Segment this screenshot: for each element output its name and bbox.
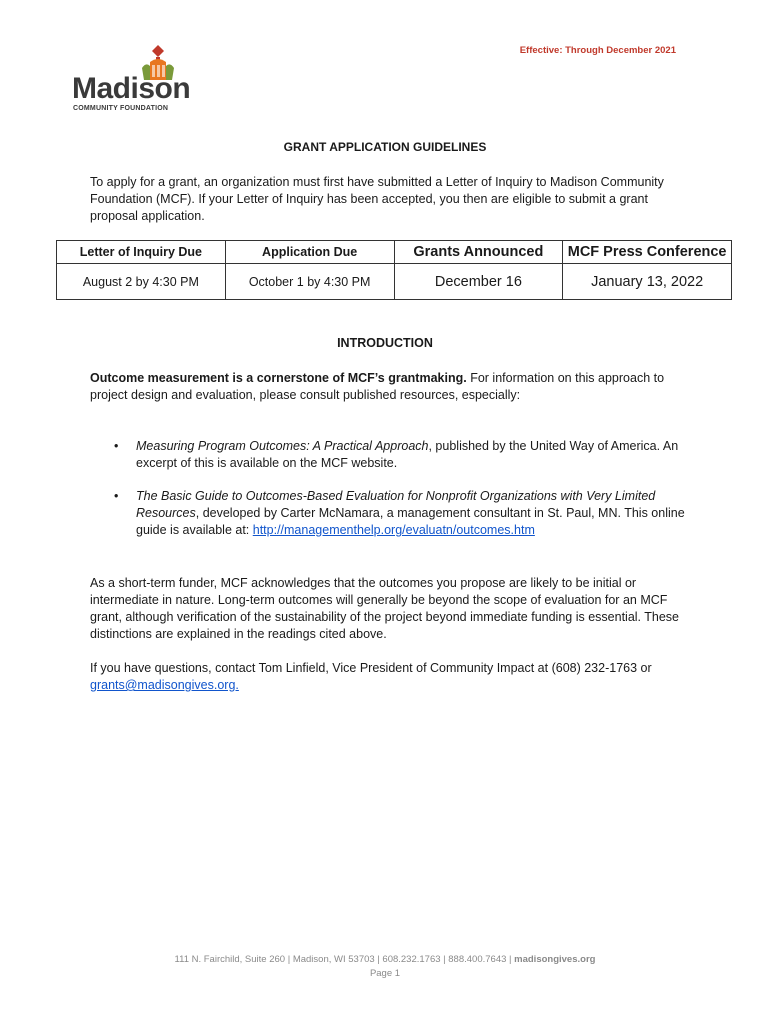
header-letter-of-inquiry: Letter of Inquiry Due [57,241,226,264]
header-application-due: Application Due [225,241,394,264]
page-footer [0,953,770,981]
value-application-due: October 1 by 4:30 PM [225,264,394,300]
value-grants-announced: December 16 [394,264,563,300]
resource-title: The Basic Guide to Outcomes-Based Evaluation for Nonprofit Organizations with Very Limited Resources [136,489,656,520]
introduction-heading: INTRODUCTION [337,336,433,350]
header-grants-announced: Grants Announced [394,241,563,264]
resource-text: , published by the United Way of America. An excerpt of this is available on the MCF website. [136,439,679,470]
effective-date: Effective: Through December 2021 [519,45,676,56]
lead-text: For information on this approach to project design and evaluation, please consult published resources, especially: [90,371,665,402]
lead-bold-text: Outcome measurement is a cornerstone of MCF’s grantmaking. [90,371,467,385]
grants-email-link[interactable]: grants@madisongives.org. [90,678,239,692]
bullet-icon: • [114,489,119,503]
intro-paragraph: To apply for a grant, an organization must first have submitted a Letter of Inquiry to Madison Community Foundation (MCF). If your Letter of Inquiry has been accepted, you then are eligible to submit a grant proposal application. [90,175,664,223]
mcf-logo [72,42,202,120]
list-item [90,438,700,472]
value-press-conference: January 13, 2022 [563,264,732,300]
resource-text: , developed by Carter McNamara, a management consultant in St. Paul, MN. This online guide is available at: [136,506,685,537]
list-item [90,488,700,539]
footer-address: 111 N. Fairchild, Suite 260 | Madison, WI 53703 | 608.232.1763 | 888.400.7643 | [174,954,515,965]
bullet-icon: • [114,439,119,453]
dates-table [56,240,732,300]
value-letter-of-inquiry: August 2 by 4:30 PM [57,264,226,300]
resource-title: Measuring Program Outcomes: A Practical Approach [136,439,429,453]
outcomes-guide-link[interactable]: http://managementhelp.org/evaluatn/outcomes.htm [252,523,535,537]
logo-wordmark: Madison [72,72,191,105]
page-title: GRANT APPLICATION GUIDELINES [283,140,487,154]
resource-list [90,438,700,555]
dates-header-row [57,241,732,264]
funder-paragraph: As a short-term funder, MCF acknowledges that the outcomes you propose are likely to be initial or intermediate in nature. Long-term outcomes will generally be beyond the scope of evaluation for an MCF grant, although verification of the sustainability of the project beyond immediate funding is essential. These distinctions are explained in the readings cited above. [90,576,680,641]
footer-address-line [0,953,770,967]
contact-text: If you have questions, contact Tom Linfield, Vice President of Community Impact at (608) 232-1763 or [90,661,652,675]
dates-value-row [57,264,732,300]
contact-paragraph [90,660,690,694]
header-press-conference: MCF Press Conference [563,241,732,264]
page-number: Page 1 [369,968,401,979]
logo-subtitle: COMMUNITY FOUNDATION [73,105,169,112]
footer-website: madisongives.org [514,954,596,965]
introduction-lead [90,370,690,404]
